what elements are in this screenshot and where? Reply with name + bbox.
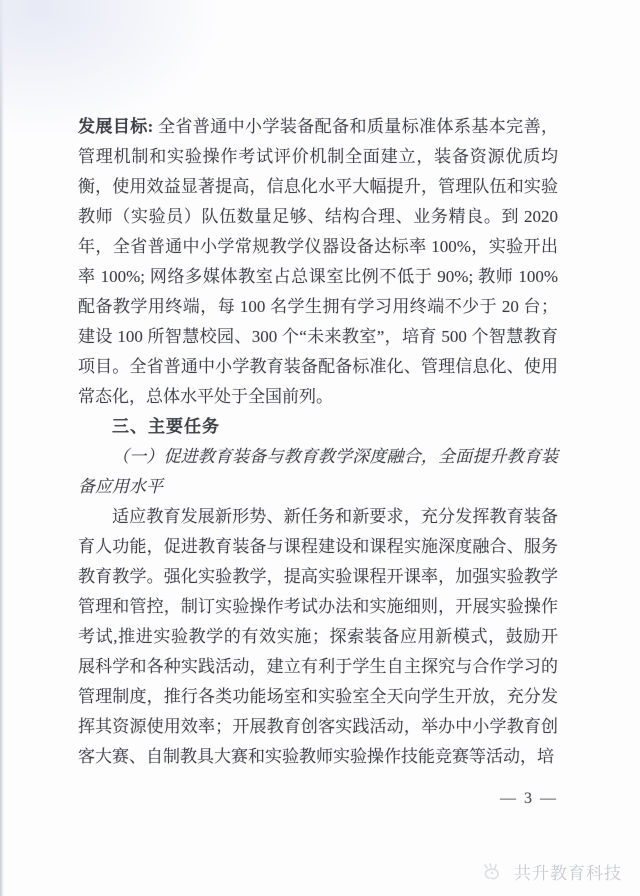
page-number: — 3 —: [500, 790, 558, 807]
document-body: [78, 112, 558, 814]
watermark-text: 共升教育科技: [514, 864, 622, 883]
watermark: [482, 859, 622, 884]
development-goals-label: 发展目标:: [78, 117, 154, 136]
section-heading-main-tasks: 三、主要任务: [112, 417, 220, 436]
watermark-logo-icon: [482, 860, 508, 884]
subsection-heading: （一）促进教育装备与教育教学深度融合，全面提升教育装备应用水平: [78, 447, 558, 496]
tasks-paragraph: 适应教育发展新形势、新任务和新要求，充分发挥教育装备育人功能，促进教育装备与课程建设和课程实施深度融合、服务教育教学。强化实验教学，提高实验课程开课率，加强实验教学管理和管控，制订实验操作考试办法和实施细则，开展实验操作考试,推进实验教学的有效实施；探索装备应用新模式，鼓励开展科学和各种实践活动，建立有利于学生自主探究与合作学习的管理制度，推行各类功能场室和实验室全天向学生开放，充分发挥其资源使用效率；开展教育创客实践活动，举办中小学教育创客大赛、自制教具大赛和实验教师实验操作技能竞赛等活动，培: [78, 507, 558, 766]
development-goals-text: 全省普通中小学装备配备和质量标准体系基本完善，管理机制和实验操作考试评价机制全面建立，装备资源优质均衡，使用效益显著提高，信息化水平大幅提升，管理队伍和实验教师（实验员）队伍数量足够、结构合理、业务精良。到 2020 年，全省普通中小学常规教学仪器设备达标率 100%，实验开出率 100%; 网络多媒体教室占总课室比例不低于 90%; 教师 100% 配备教学用终端，每 100 名学生拥有学习用终端不少于 20 台；建设 100 所智慧校园、300 个“未来教室”，培育 500 个智慧教育项目。全省普通中小学教育装备配备标准化、管理信息化、使用常态化，总体水平处于全国前列。: [78, 117, 558, 406]
development-goals-paragraph: [78, 112, 558, 412]
